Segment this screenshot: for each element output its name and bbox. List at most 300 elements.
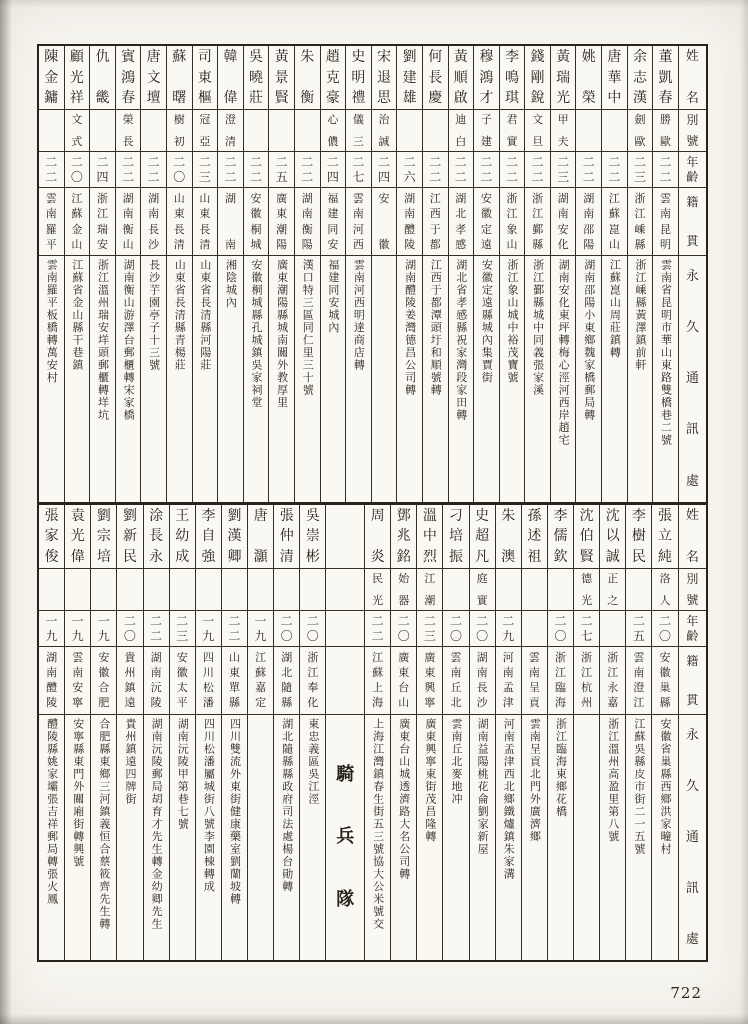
cell-text: 雲 南 羅 平: [45, 192, 57, 251]
unit-divider-column: [325, 505, 364, 961]
cell-text: 湖 南 邵 陽: [583, 192, 595, 251]
person-column: [169, 505, 195, 961]
person-origin: [470, 647, 495, 715]
cell-text: 洛 人: [659, 571, 671, 607]
cell-text: 湘陰城內: [224, 259, 238, 309]
person-address: [576, 256, 601, 502]
cell-text: 二 二: [250, 155, 263, 184]
person-origin: [423, 188, 448, 256]
person-alias: [628, 110, 653, 152]
cell-text: 王 幼 成: [175, 507, 190, 565]
cell-text: 一 九: [71, 613, 84, 643]
person-address: [300, 715, 325, 961]
person-name: [397, 46, 422, 110]
cell-text: 周 炎: [370, 507, 385, 565]
cell-text: 籍 貫: [686, 653, 699, 707]
cell-text: 二 四: [326, 155, 339, 184]
person-column: [195, 505, 221, 961]
cell-text: 姚 榮: [581, 49, 596, 106]
person-column: [371, 46, 397, 502]
cell-text: 湖 南: [224, 192, 236, 251]
cell-text: 二 二: [224, 155, 237, 184]
cell-text: 福 建 同 安: [327, 192, 339, 251]
cell-text: 二 二: [429, 155, 442, 184]
person-origin: [417, 647, 442, 715]
cell-text: 二 二: [45, 155, 58, 184]
person-origin: [90, 188, 115, 256]
cell-text: 劉 建 雄: [402, 49, 417, 106]
person-alias: [222, 569, 247, 611]
person-alias: [141, 110, 166, 152]
person-address: [90, 256, 115, 502]
cell-text: 吳 崇 彬: [305, 507, 320, 565]
cell-text: 安 徽: [378, 192, 390, 251]
person-address: [602, 256, 627, 502]
person-alias: [144, 569, 169, 611]
person-origin: [443, 647, 468, 715]
cell-text: 貴 州 鎮 遠: [124, 650, 136, 710]
header-address: [679, 256, 706, 502]
divider-empty-cell: [326, 505, 364, 569]
person-column: [39, 46, 64, 502]
cell-text: 安 徽 合 肥: [98, 650, 110, 710]
cell-text: 劉 新 民: [122, 507, 137, 565]
cell-text: 治 誠: [378, 113, 390, 148]
cell-text: 江蘇崑山周莊鎮轉: [608, 259, 622, 359]
person-age: [90, 152, 115, 188]
person-address: [652, 715, 677, 961]
cell-text: 貴州鎮遠四牌街: [123, 717, 137, 805]
person-name: [576, 46, 601, 110]
person-name: [269, 46, 294, 110]
cell-text: 史 超 凡: [475, 507, 490, 565]
person-age: [39, 611, 64, 647]
person-age: [474, 152, 499, 188]
person-alias: [295, 110, 320, 152]
person-origin: [551, 188, 576, 256]
roster-section-bottom: [37, 503, 708, 963]
person-address: [141, 256, 166, 502]
person-name: [321, 46, 346, 110]
person-column: [651, 505, 677, 961]
person-origin: [626, 647, 651, 715]
cell-text: 雲南呈貢北門外廣濟鄉: [528, 717, 542, 843]
person-address: [522, 715, 547, 961]
person-name: [423, 46, 448, 110]
person-origin: [602, 188, 627, 256]
cell-text: 余 志 漢: [632, 49, 647, 106]
cell-text: 唐 灝: [253, 507, 268, 565]
cell-text: 黃 景 賢: [274, 49, 289, 106]
person-address: [116, 256, 141, 502]
person-alias: [602, 110, 627, 152]
person-name: [39, 46, 64, 110]
cell-text: 二 五: [632, 613, 645, 643]
cell-text: 安徽省巢縣西鄉洪家疃村: [658, 717, 672, 855]
person-alias: [500, 110, 525, 152]
cell-text: 湖 北 孝 感: [455, 192, 467, 251]
person-alias: [548, 569, 573, 611]
person-origin: [522, 647, 547, 715]
person-alias: [244, 110, 269, 152]
person-address: [222, 715, 247, 961]
person-column: [345, 46, 371, 502]
person-address: [600, 715, 625, 961]
person-address: [417, 715, 442, 961]
roster-section-top: [37, 44, 708, 503]
person-name: [548, 505, 573, 569]
cell-text: 一 九: [202, 613, 215, 643]
cell-text: 張 家 俊: [44, 507, 59, 565]
person-column: [89, 46, 115, 502]
cell-text: 廣東潮陽縣城南關外教厚里: [275, 259, 289, 409]
cell-text: 浙 江 鄞 縣: [532, 192, 544, 251]
person-address: [628, 256, 653, 502]
person-alias: [626, 569, 651, 611]
person-alias: [600, 569, 625, 611]
person-column: [90, 505, 116, 961]
cell-text: 二 二: [150, 613, 163, 643]
person-column: [524, 46, 550, 502]
person-age: [321, 152, 346, 188]
person-alias: [391, 569, 416, 611]
cell-text: 二 五: [275, 155, 288, 184]
cell-text: 雲南河西明達商店轉: [352, 259, 366, 372]
cell-text: 湖南衡山游澤台郵櫃轉宋家橋: [122, 259, 136, 422]
cell-text: 安徽定遠縣城內集賈街: [480, 259, 494, 384]
person-address: [470, 715, 495, 961]
person-alias: [551, 110, 576, 152]
cell-text: 浙江象山城中裕茂寶號: [505, 259, 519, 384]
cell-text: 二 〇: [658, 613, 671, 643]
cell-text: 雲南省昆明市華山東路雙橋巷二號: [659, 259, 673, 447]
person-name: [91, 505, 116, 569]
person-address: [167, 256, 192, 502]
person-column: [192, 46, 218, 502]
cell-text: 雲 南 丘 北: [450, 650, 462, 710]
cell-text: 一 九: [45, 613, 58, 643]
person-alias: [91, 569, 116, 611]
cell-text: 四川雙流外東街健康藥室劉蘭坡轉: [228, 717, 242, 905]
cell-text: 唐 華 中: [607, 49, 622, 106]
cell-text: 二 三: [176, 613, 189, 643]
person-address: [397, 256, 422, 502]
person-address: [500, 256, 525, 502]
person-age: [372, 152, 397, 188]
person-origin: [196, 647, 221, 715]
cell-text: 君 實: [506, 113, 518, 148]
person-age: [391, 611, 416, 647]
cell-text: 浙江溫州瑞安垟頭郵櫃轉垟坑: [96, 259, 110, 422]
person-address: [496, 715, 521, 961]
cell-text: 民 光: [372, 571, 384, 607]
person-name: [222, 505, 247, 569]
person-column: [422, 46, 448, 502]
person-column: [627, 46, 653, 502]
person-origin: [548, 647, 573, 715]
cell-text: 溫 中 烈: [422, 507, 437, 565]
person-address: [274, 715, 299, 961]
person-column: [573, 505, 599, 961]
person-age: [274, 611, 299, 647]
cell-text: 劉 宗 培: [96, 507, 111, 565]
person-age: [65, 611, 90, 647]
cell-text: 二 〇: [554, 613, 567, 643]
person-origin: [91, 647, 116, 715]
person-origin: [222, 647, 247, 715]
person-age: [470, 611, 495, 647]
cell-text: 永 久 通 訊 處: [685, 727, 699, 947]
person-column: [390, 505, 416, 961]
person-name: [248, 505, 273, 569]
person-name: [372, 46, 397, 110]
person-column: [294, 46, 320, 502]
cell-text: 一 九: [254, 613, 267, 643]
person-column: [364, 505, 390, 961]
cell-text: 雲 南 昆 明: [660, 192, 672, 251]
cell-text: 安寧縣東門外關廂街轉興號: [71, 717, 85, 868]
cell-text: 福建同安城內: [326, 259, 340, 334]
person-address: [574, 715, 599, 961]
person-name: [443, 505, 468, 569]
cell-text: 二 〇: [476, 613, 489, 643]
cell-text: 李 儒 欽: [553, 507, 568, 565]
person-age: [626, 611, 651, 647]
cell-text: 史 明 禮: [351, 49, 366, 106]
person-column: [442, 505, 468, 961]
person-age: [222, 611, 247, 647]
person-name: [500, 46, 525, 110]
cell-text: 趙 克 豪: [325, 49, 340, 106]
cell-text: 山 東 單 縣: [228, 650, 240, 710]
cell-text: 二 二: [659, 155, 672, 184]
divider-empty-cell: [326, 569, 364, 611]
person-name: [417, 505, 442, 569]
cell-text: 子 建: [480, 113, 492, 148]
cell-text: 董 凱 春: [658, 49, 673, 106]
person-age: [443, 611, 468, 647]
person-alias: [39, 110, 64, 152]
person-origin: [574, 647, 599, 715]
person-age: [602, 152, 627, 188]
cell-text: 上海江灣鎮春生街五三號協大公米號交: [371, 717, 385, 930]
cell-text: 榮 長: [122, 113, 134, 148]
person-alias: [397, 110, 422, 152]
cell-text: 湖 南 衡 陽: [301, 192, 313, 251]
cell-text: 湖南邵陽小東鄉魏家橋郵局轉: [582, 259, 596, 422]
person-address: [551, 256, 576, 502]
column-headers: [678, 505, 707, 961]
person-age: [449, 152, 474, 188]
person-age: [170, 611, 195, 647]
cell-text: 鄧 兆 銘: [396, 507, 411, 565]
cell-text: 二 三: [423, 613, 436, 643]
person-address: [443, 715, 468, 961]
cell-text: 仇 畿: [95, 49, 110, 106]
person-address: [218, 256, 243, 502]
cell-text: 樹 初: [173, 113, 185, 148]
person-column: [39, 505, 64, 961]
cell-text: 河南孟津西北鄉鐵爐鎮朱家溝: [502, 717, 516, 880]
cell-text: 始 器: [398, 571, 410, 607]
person-name: [346, 46, 371, 110]
person-column: [115, 46, 141, 502]
cell-text: 孫 述 祖: [527, 507, 542, 565]
cell-text: 澄 清: [224, 113, 236, 148]
cell-text: 文 式: [71, 113, 83, 148]
cell-text: 江 蘇 金 山: [71, 192, 83, 251]
person-age: [574, 611, 599, 647]
person-origin: [39, 647, 64, 715]
person-name: [167, 46, 192, 110]
cell-text: 二 三: [198, 155, 211, 184]
cell-text: 冠 亞: [199, 113, 211, 148]
cell-text: 湖 南 沅 陵: [150, 650, 162, 710]
cell-text: 韓 偉: [223, 49, 238, 106]
cell-text: 劍 歐: [634, 113, 646, 148]
person-alias: [496, 569, 521, 611]
cell-text: 山 東 長 清: [173, 192, 185, 251]
person-address: [321, 256, 346, 502]
header-alias: [679, 569, 707, 611]
cell-text: 漢口特三區同仁里三十號: [301, 259, 315, 397]
person-address: [372, 256, 397, 502]
person-column: [469, 505, 495, 961]
person-alias: [470, 569, 495, 611]
person-name: [626, 505, 651, 569]
cell-text: 二 三: [557, 155, 570, 184]
person-origin: [65, 188, 90, 256]
person-column: [243, 46, 269, 502]
person-age: [196, 611, 221, 647]
cell-text: 湖南沅陵甲第巷七號: [176, 717, 190, 830]
person-column: [116, 505, 142, 961]
cell-text: 宋 退 思: [377, 49, 392, 106]
person-origin: [628, 188, 653, 256]
cell-text: 二 二: [122, 155, 135, 184]
cell-text: 吳 曉 莊: [249, 49, 264, 106]
cell-text: 二 二: [371, 613, 384, 643]
cell-text: 浙 江 永 嘉: [607, 650, 619, 710]
cell-text: 二 二: [480, 155, 493, 184]
cell-text: 長沙芋園亭子十三號: [147, 259, 161, 372]
page-number: 722: [670, 984, 702, 1002]
person-address: [244, 256, 269, 502]
person-address: [391, 715, 416, 961]
cell-text: 浙江嵊縣黃澤鎮前軒: [633, 259, 647, 372]
person-column: [550, 46, 576, 502]
cell-text: 雲南丘北麥地冲: [449, 717, 463, 805]
person-origin: [474, 188, 499, 256]
cell-text: 浙 江 嵊 縣: [634, 192, 646, 251]
person-age: [117, 611, 142, 647]
person-address: [295, 256, 320, 502]
person-column: [299, 505, 325, 961]
header-origin: [679, 647, 707, 715]
cell-text: 二 二: [531, 155, 544, 184]
person-origin: [576, 188, 601, 256]
cell-text: 浙 江 臨 海: [554, 650, 566, 710]
person-origin: [346, 188, 371, 256]
cell-text: 心 儂: [327, 113, 339, 148]
cell-text: 浙 江 奉 化: [307, 650, 319, 710]
cell-text: 二 〇: [173, 155, 186, 184]
cell-text: 二 〇: [397, 613, 410, 643]
cell-text: 湖 南 安 化: [557, 192, 569, 251]
person-name: [525, 46, 550, 110]
person-alias: [443, 569, 468, 611]
cell-text: 安 徽 太 平: [176, 650, 188, 710]
cell-text: 年 齡: [686, 613, 699, 643]
cell-text: 二 二: [454, 155, 467, 184]
cell-text: 江 蘇 嘉 定: [255, 650, 267, 710]
cell-text: 二 二: [505, 155, 518, 184]
person-address: [474, 256, 499, 502]
person-column: [521, 505, 547, 961]
cell-text: 浙江溫州高盈里第八號: [606, 717, 620, 843]
cell-text: 蘇 曙: [172, 49, 187, 106]
cell-text: 儀 三: [352, 113, 364, 148]
person-origin: [365, 647, 390, 715]
cell-text: 二 二: [301, 155, 314, 184]
cell-text: 永 久 通 訊 處: [685, 269, 699, 489]
person-address: [449, 256, 474, 502]
person-column: [448, 46, 474, 502]
person-age: [525, 152, 550, 188]
cell-text: 顧 光 祥: [69, 49, 84, 106]
person-origin: [372, 188, 397, 256]
person-name: [600, 505, 625, 569]
person-name: [170, 505, 195, 569]
cell-text: 醴陵縣姚家壩張吉祥郵局轉張火鳳: [45, 717, 59, 905]
person-name: [522, 505, 547, 569]
cell-text: 湖 南 醴 陵: [404, 192, 416, 251]
person-name: [90, 46, 115, 110]
cell-text: 二 二: [582, 155, 595, 184]
person-name: [470, 505, 495, 569]
person-age: [548, 611, 573, 647]
cell-text: 一 九: [97, 613, 110, 643]
person-name: [141, 46, 166, 110]
person-origin: [449, 188, 474, 256]
cell-text: 朱 澳: [501, 507, 516, 565]
unit-divider-label: [326, 715, 364, 961]
person-name: [295, 46, 320, 110]
person-address: [525, 256, 550, 502]
cell-text: 黃 順 啟: [453, 49, 468, 106]
cell-text: 江西于都潭頭圩和順號轉: [429, 259, 443, 397]
cell-text: 籍 貫: [686, 195, 699, 248]
cell-text: 二 七: [580, 613, 593, 643]
person-origin: [295, 188, 320, 256]
cell-text: 司 東 樞: [197, 49, 212, 106]
cell-text: 安 徽 桐 城: [250, 192, 262, 251]
cell-text: 安徽桐城縣孔城鎮吳家祠堂: [250, 259, 264, 409]
person-name: [274, 505, 299, 569]
person-column: [575, 46, 601, 502]
person-age: [628, 152, 653, 188]
person-name: [117, 505, 142, 569]
cell-text: 合肥縣東鄉三河鎮義恒合蔡筱齊先生轉: [97, 717, 111, 930]
person-alias: [218, 110, 243, 152]
cell-text: 二 九: [502, 613, 515, 643]
person-name: [65, 505, 90, 569]
person-alias: [170, 569, 195, 611]
person-origin: [65, 647, 90, 715]
cell-text: 雲南羅平板橋轉萬安村: [45, 259, 59, 384]
cell-text: 正 之: [607, 571, 619, 607]
cell-text: 二 四: [378, 155, 391, 184]
